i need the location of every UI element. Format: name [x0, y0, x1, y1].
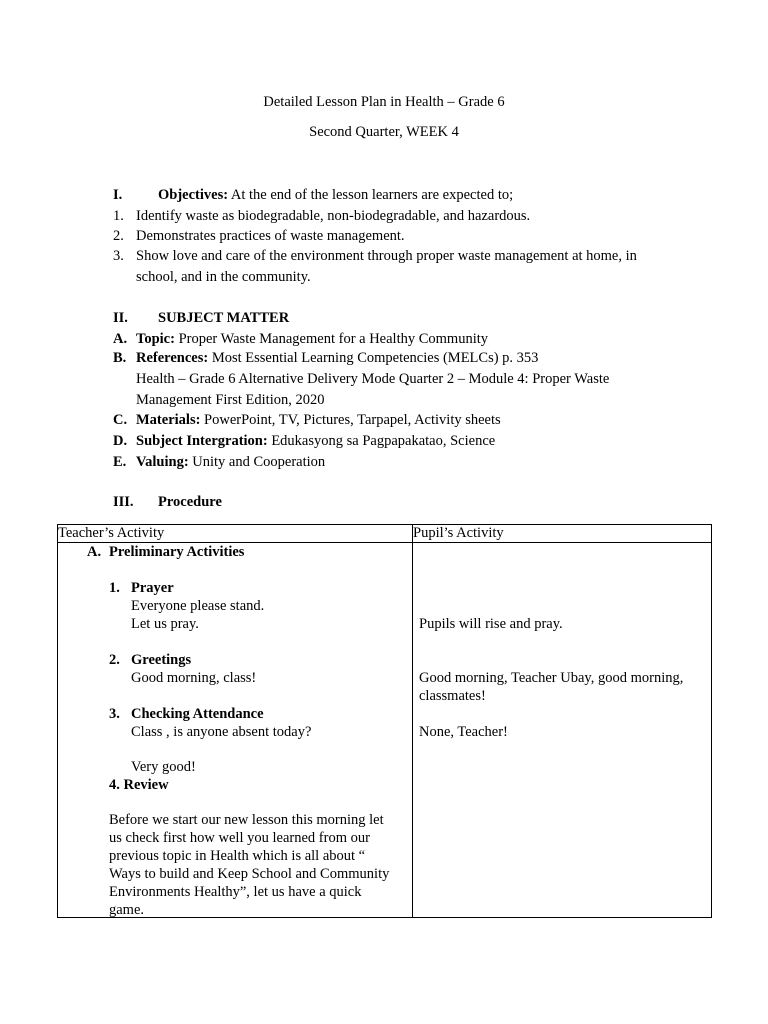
subject-topic: Topic: Proper Waste Management for a Healthy Community: [136, 331, 489, 347]
subject-matter-numeral: II.: [113, 310, 128, 326]
objective-num: 1.: [113, 208, 124, 224]
objectives-heading: Objectives: At the end of the lesson learners are expected to;: [158, 187, 514, 203]
teacher-activity-header: Teacher’s Activity: [58, 525, 413, 543]
review-line: game.: [109, 902, 145, 918]
review-line: Environments Healthy”, let us have a quick: [109, 884, 362, 900]
prayer-line: Everyone please stand.: [131, 598, 265, 614]
review-line: previous topic in Health which is all about “: [109, 848, 366, 864]
pupil-activity-header: Pupil’s Activity: [413, 525, 712, 543]
subject-valuing: Valuing: Unity and Cooperation: [136, 454, 326, 470]
greetings-title: Greetings: [131, 652, 192, 668]
subject-letter: A.: [113, 331, 128, 347]
attendance-line: Very good!: [131, 759, 196, 775]
subject-matter-heading: SUBJECT MATTER: [158, 310, 290, 326]
procedure-table: [57, 524, 712, 918]
objective-item: Identify waste as biodegradable, non-biodegradable, and hazardous.: [136, 208, 531, 224]
prayer-title: Prayer: [131, 580, 174, 596]
review-line: us check first how well you learned from our: [109, 830, 370, 846]
attendance-title: Checking Attendance: [131, 706, 264, 722]
section-letter: A.: [87, 544, 102, 560]
procedure-numeral: III.: [113, 494, 134, 510]
review-line: Ways to build and Keep School and Community: [109, 866, 390, 882]
subject-references-continued: Management First Edition, 2020: [136, 392, 325, 408]
objectives-numeral: I.: [113, 187, 123, 203]
subject-references: References: Most Essential Learning Competencies (MELCs) p. 353: [136, 350, 539, 366]
subject-letter: C.: [113, 412, 128, 428]
section-title: Preliminary Activities: [109, 544, 245, 560]
subject-references-continued: Health – Grade 6 Alternative Delivery Mode Quarter 2 – Module 4: Proper Waste: [136, 371, 610, 387]
objective-item: Show love and care of the environment through proper waste management at home, in: [136, 248, 637, 264]
attendance-line: Class , is anyone absent today?: [131, 724, 312, 740]
subject-letter: E.: [113, 454, 127, 470]
attendance-num: 3.: [109, 706, 120, 722]
subject-letter: D.: [113, 433, 128, 449]
review-title: 4. Review: [109, 777, 169, 793]
objective-item-continued: school, and in the community.: [136, 269, 311, 285]
teacher-activity-cell: [58, 543, 413, 918]
subject-materials: Materials: PowerPoint, TV, Pictures, Tarpapel, Activity sheets: [136, 412, 501, 428]
pupil-greetings-response: Good morning, Teacher Ubay, good morning,: [419, 670, 684, 686]
subject-letter: B.: [113, 350, 127, 366]
pupil-greetings-response: classmates!: [419, 688, 486, 704]
objective-num: 3.: [113, 248, 124, 264]
document-subtitle: Second Quarter, WEEK 4: [309, 124, 459, 140]
pupil-prayer-response: Pupils will rise and pray.: [419, 616, 563, 632]
greetings-num: 2.: [109, 652, 120, 668]
pupil-attendance-response: None, Teacher!: [419, 724, 508, 740]
procedure-heading: Procedure: [158, 494, 222, 510]
document-title: Detailed Lesson Plan in Health – Grade 6: [263, 94, 505, 110]
review-line: Before we start our new lesson this morning let: [109, 812, 384, 828]
greetings-line: Good morning, class!: [131, 670, 257, 686]
objective-num: 2.: [113, 228, 124, 244]
pupil-activity-cell: [413, 543, 712, 918]
subject-integration: Subject Intergration: Edukasyong sa Pagpapakatao, Science: [136, 433, 496, 449]
objective-item: Demonstrates practices of waste management.: [136, 228, 405, 244]
prayer-line: Let us pray.: [131, 616, 199, 632]
prayer-num: 1.: [109, 580, 120, 596]
